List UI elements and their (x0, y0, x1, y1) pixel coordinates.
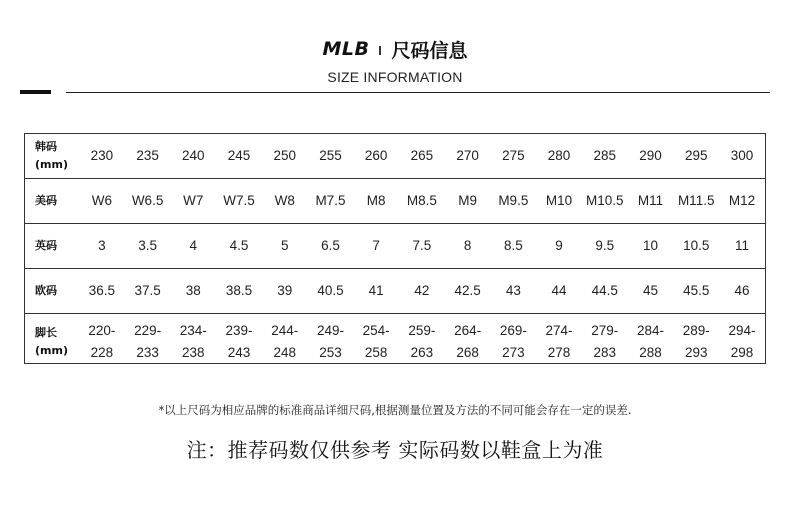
range-end: 283 (593, 344, 617, 360)
size-cell: M8.5 (399, 179, 445, 224)
row-label (25, 314, 79, 370)
size-cell: 6.5 (308, 224, 354, 269)
range-start: 289- (682, 322, 710, 338)
size-cell: 7 (353, 224, 399, 269)
size-cell: W6.5 (125, 179, 171, 224)
size-cell (445, 314, 491, 370)
size-table (24, 133, 766, 364)
size-cell: 39 (262, 269, 308, 314)
size-cell: 255 (308, 134, 354, 179)
size-cell: 44.5 (582, 269, 628, 314)
size-cell: 275 (490, 134, 536, 179)
range-start: 254- (362, 322, 390, 338)
range-start: 264- (454, 322, 482, 338)
size-cell: 38.5 (216, 269, 262, 314)
size-cell: 40.5 (308, 269, 354, 314)
row-label-main: 英码 (35, 239, 57, 252)
size-cell: 280 (536, 134, 582, 179)
title-separator (379, 46, 381, 55)
size-cell: 295 (673, 134, 719, 179)
range-end: 278 (547, 344, 571, 360)
size-cell: M12 (719, 179, 765, 224)
size-cell: 10 (628, 224, 674, 269)
size-cell (308, 314, 354, 370)
range-end: 253 (319, 344, 342, 360)
range-start: 244- (271, 322, 299, 338)
size-cell: 270 (445, 134, 491, 179)
size-cell (216, 314, 262, 370)
size-cell (582, 314, 628, 370)
foot-length-row (25, 314, 765, 370)
range-start: 259- (408, 322, 436, 338)
size-cell: 290 (628, 134, 674, 179)
size-cell: 11 (719, 224, 765, 269)
size-cell: M9.5 (490, 179, 536, 224)
size-cell: 8 (445, 224, 491, 269)
size-cell: 260 (353, 134, 399, 179)
size-cell: 10.5 (673, 224, 719, 269)
range-end: 228 (90, 344, 114, 360)
size-cell: 42 (399, 269, 445, 314)
us-size-row (25, 179, 765, 224)
row-label-main: 韩码 (35, 140, 57, 153)
size-cell (170, 314, 216, 370)
size-cell: M11 (628, 179, 674, 224)
range-end: 243 (227, 344, 251, 360)
size-cell (353, 314, 399, 370)
range-start: 269- (499, 322, 527, 338)
size-cell: 5 (262, 224, 308, 269)
recommendation-tip: 注：推荐码数仅供参考 实际码数以鞋盒上为准 (186, 438, 604, 462)
header (0, 34, 790, 85)
size-cell: 245 (216, 134, 262, 179)
size-cell: W7 (170, 179, 216, 224)
range-end: 273 (502, 344, 525, 360)
size-cell (490, 314, 536, 370)
size-cell: 240 (170, 134, 216, 179)
range-end: 298 (730, 344, 754, 360)
size-cell: W6 (79, 179, 125, 224)
page-title: 尺码信息 (391, 39, 468, 62)
size-cell: 230 (79, 134, 125, 179)
divider-accent (20, 90, 51, 94)
title-line (0, 34, 790, 64)
size-cell: M7.5 (308, 179, 354, 224)
range-end: 238 (182, 344, 205, 360)
size-cell: 44 (536, 269, 582, 314)
size-cell: 42.5 (445, 269, 491, 314)
size-cell: M10 (536, 179, 582, 224)
size-cell: M11.5 (673, 179, 719, 224)
range-start: 239- (225, 322, 253, 338)
range-start: 249- (316, 322, 344, 338)
size-cell (719, 314, 765, 370)
range-start: 234- (179, 322, 207, 338)
row-label (25, 224, 79, 269)
size-cell: 46 (719, 269, 765, 314)
size-cell: 300 (719, 134, 765, 179)
size-cell: 37.5 (125, 269, 171, 314)
size-cell: 38 (170, 269, 216, 314)
size-cell: 45 (628, 269, 674, 314)
range-start: 220- (88, 322, 116, 338)
range-end: 248 (273, 344, 296, 360)
size-cell: W7.5 (216, 179, 262, 224)
range-end: 233 (136, 344, 159, 360)
range-start: 229- (134, 322, 162, 338)
korean-size-row (25, 134, 765, 179)
size-cell: 8.5 (490, 224, 536, 269)
size-cell (262, 314, 308, 370)
size-cell (673, 314, 719, 370)
size-cell: 3 (79, 224, 125, 269)
size-cell: 9.5 (582, 224, 628, 269)
range-start: 274- (545, 322, 573, 338)
range-start: 279- (591, 322, 619, 338)
row-label (25, 134, 79, 179)
range-end: 268 (456, 344, 479, 360)
uk-size-row (25, 224, 765, 269)
row-label-unit: (mm) (35, 343, 68, 357)
size-cell: W8 (262, 179, 308, 224)
divider-line (66, 92, 770, 93)
row-label-main: 欧码 (35, 284, 57, 297)
range-start: 294- (728, 322, 756, 338)
size-cell: 7.5 (399, 224, 445, 269)
size-cell: M9 (445, 179, 491, 224)
eu-size-row (25, 269, 765, 314)
row-label (25, 269, 79, 314)
size-cell: 265 (399, 134, 445, 179)
row-label-main: 美码 (35, 194, 57, 207)
size-cell: 250 (262, 134, 308, 179)
size-cell: 45.5 (673, 269, 719, 314)
size-cell: 41 (353, 269, 399, 314)
range-end: 258 (364, 344, 388, 360)
size-cell: 9 (536, 224, 582, 269)
size-cell: M10.5 (582, 179, 628, 224)
row-label-unit: (mm) (35, 158, 68, 171)
brand-logo: MLB (322, 38, 370, 60)
size-cell: 4 (170, 224, 216, 269)
size-cell: 4.5 (216, 224, 262, 269)
size-cell (536, 314, 582, 370)
row-label (25, 179, 79, 224)
row-label-main: 脚长 (35, 325, 57, 339)
disclaimer-note: *以上尺码为相应品牌的标准商品详细尺码,根据测量位置及方法的不同可能会存在一定的误差. (158, 403, 632, 417)
range-end: 293 (684, 344, 708, 360)
size-cell (399, 314, 445, 370)
range-start: 284- (636, 322, 664, 338)
range-end: 288 (639, 344, 662, 360)
size-cell: 3.5 (125, 224, 171, 269)
page-subtitle: SIZE INFORMATION (327, 69, 463, 85)
size-cell: M8 (353, 179, 399, 224)
size-cell (125, 314, 171, 370)
size-cell (79, 314, 125, 370)
size-cell: 235 (125, 134, 171, 179)
size-cell: 285 (582, 134, 628, 179)
range-end: 263 (410, 344, 434, 360)
size-cell: 36.5 (79, 269, 125, 314)
size-cell (628, 314, 674, 370)
size-cell: 43 (490, 269, 536, 314)
